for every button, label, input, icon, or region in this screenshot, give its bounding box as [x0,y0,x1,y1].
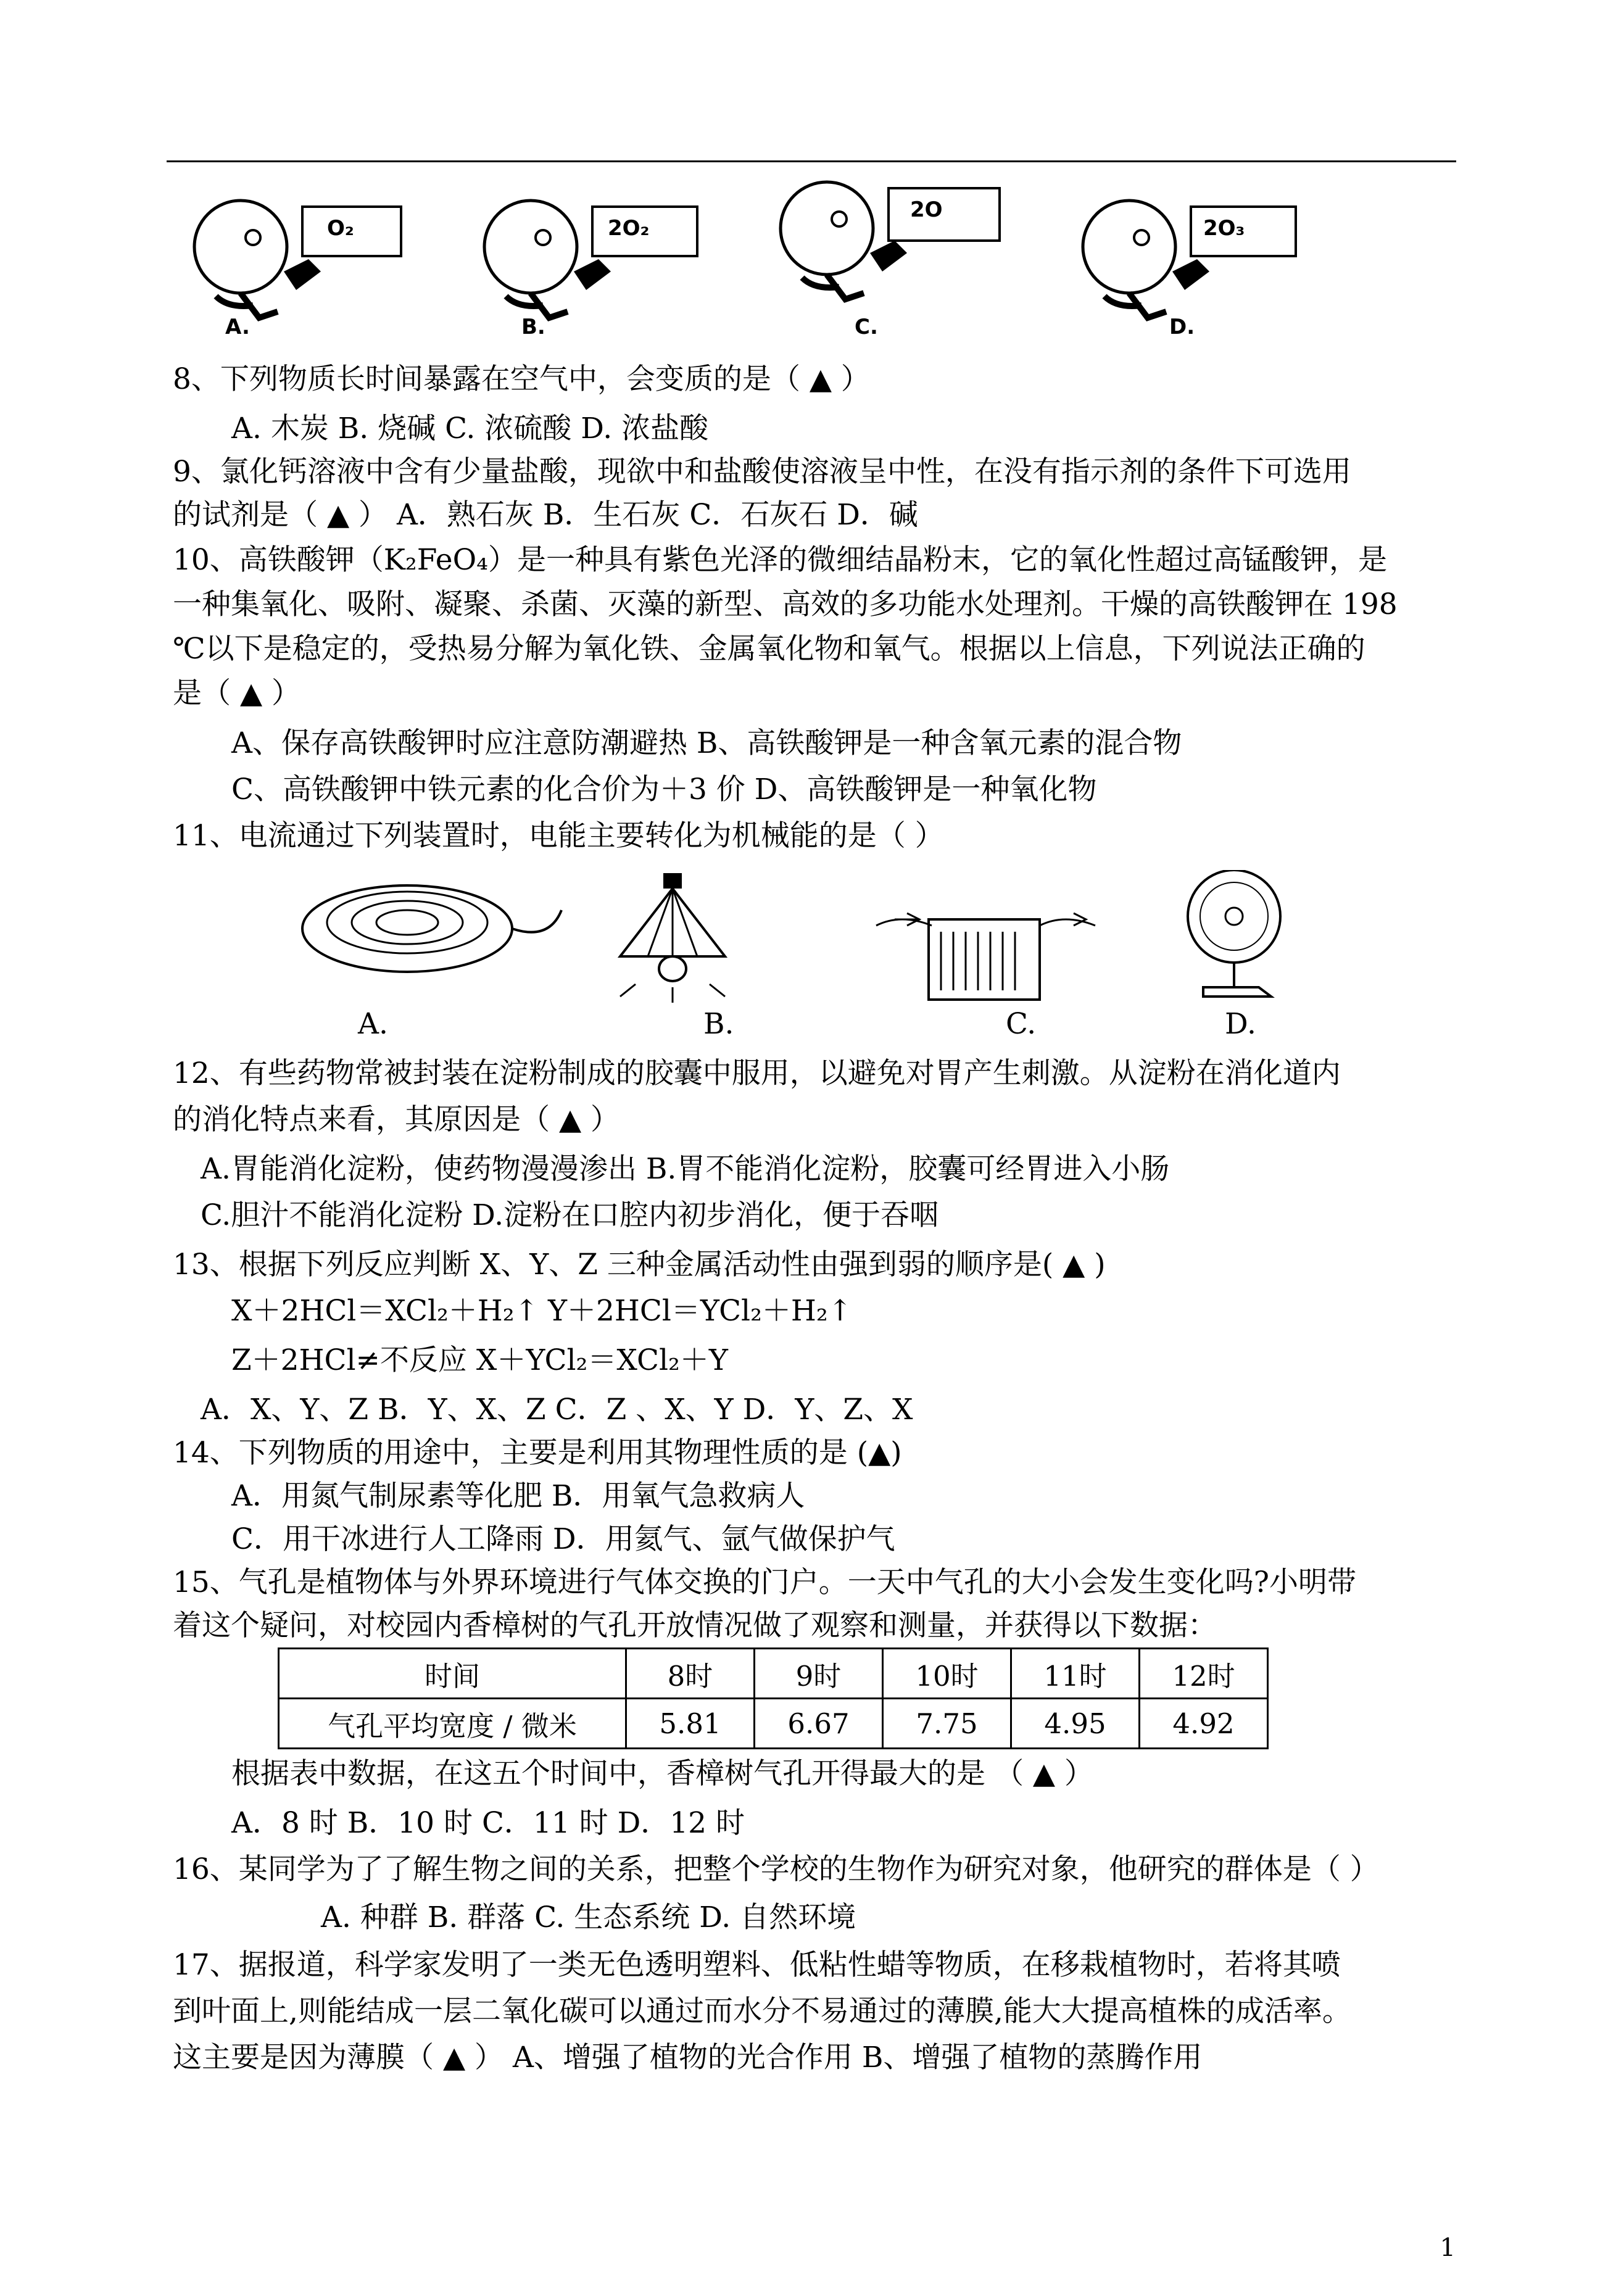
atom-figure-a [194,201,401,318]
question-15-line-1: 15、气孔是植物体与外界环境进行气体交换的门户。一天中气孔的大小会发生变化吗?小明带 [173,1565,1357,1599]
table-header-cell: 9时 [755,1649,883,1699]
question-14: 14、下列物质的用途中，主要是利用其物理性质的是 (▲) [173,1436,902,1470]
question-15-line-3: 根据表中数据，在这五个时间中，香樟树气孔开得最大的是 （ ▲ ） [231,1757,1093,1791]
fan-icon [1188,870,1280,997]
question-10-line-2: 一种集氧化、吸附、凝聚、杀菌、灭藻的新型、高效的多功能水处理剂。干燥的高铁酸钾在 198 [173,587,1398,621]
table-header-cell: 11时 [1011,1649,1140,1699]
table-header-row [279,1649,1268,1699]
header-rule [167,160,1456,162]
table-cell: 4.92 [1140,1699,1268,1749]
stomata-data-table [278,1647,1269,1749]
question-14-options-1: A．用氮气制尿素等化肥 B．用氧气急救病人 [231,1479,805,1513]
question-14-options-2: C．用干冰进行人工降雨 D．用氦气、氩气做保护气 [231,1522,895,1556]
device-caption-c: C. [1006,1007,1037,1041]
question-16-options: A. 种群 B. 群落 C. 生态系统 D. 自然环境 [321,1900,856,1934]
table-header-cell: 12时 [1140,1649,1268,1699]
table-cell: 5.81 [626,1699,755,1749]
question-17-line-3: 这主要是因为薄膜（ ▲ ） A、增强了植物的光合作用 B、增强了植物的蒸腾作用 [173,2041,1203,2074]
atom-box-label-b: 2O₂ [608,216,650,241]
table-row-label: 气孔平均宽度 / 微米 [279,1699,626,1749]
atom-box-label-a: O₂ [327,216,354,241]
question-10-line-3: ℃以下是稳定的，受热易分解为氧化铁、金属氧化物和氧气。根据以上信息，下列说法正确的 [173,632,1365,666]
atom-cartoon-icon [484,201,577,293]
question-10-line-4: 是（ ▲ ） [173,676,301,710]
question-13-reactions-2: Z＋2HCl≠不反应 X＋YCl₂＝XCl₂＋Y [231,1343,728,1377]
atom-caption-c: C. [855,315,878,339]
table-header-cell: 时间 [279,1649,626,1699]
table-cell: 7.75 [883,1699,1011,1749]
question-16: 16、某同学为了了解生物之间的关系，把整个学校的生物作为研究对象，他研究的群体是（ ） [173,1852,1379,1886]
atom-caption-a: A. [225,315,250,339]
atom-cartoon-icon [1083,201,1175,293]
question-11: 11、电流通过下列装置时，电能主要转化为机械能的是（ ） [173,819,944,853]
atom-caption-d: D. [1169,315,1195,339]
question-9-line-2: 的试剂是（ ▲ ） A．熟石灰 B．生石灰 C．石灰石 D．碱 [173,498,918,532]
question-15-options: A．8 时 B．10 时 C．11 时 D．12 时 [231,1806,745,1840]
question-8: 8、下列物质长时间暴露在空气中，会变质的是（ ▲ ） [173,362,870,396]
table-cell: 4.95 [1011,1699,1140,1749]
table-row [279,1699,1268,1749]
device-figures [296,870,1314,1006]
device-caption-a: A. [358,1007,388,1041]
question-12-options-2: C.胆汁不能消化淀粉 D.淀粉在口腔内初步消化，便于吞咽 [201,1198,939,1232]
question-10-line-1: 10、高铁酸钾（K₂FeO₄）是一种具有紫色光泽的微细结晶粉末，它的氧化性超过高锰酸钾，是 [173,543,1387,577]
question-13-reactions-1: X＋2HCl＝XCl₂＋H₂↑ Y＋2HCl＝YCl₂＋H₂↑ [231,1294,853,1328]
device-caption-d: D. [1225,1007,1256,1041]
question-17-line-2: 到叶面上,则能结成一层二氧化碳可以通过而水分不易通过的薄膜,能大大提高植株的成活率。 [173,1994,1351,2028]
hotplate-icon [302,885,561,972]
question-9-line-1: 9、氯化钙溶液中含有少量盐酸，现欲中和盐酸使溶液呈中性，在没有指示剂的条件下可选用 [173,455,1351,489]
atom-cartoon-icon [781,182,873,275]
page-number: 1 [1440,2234,1456,2262]
question-10-options-2: C、高铁酸钾中铁元素的化合价为＋3 价 D、高铁酸钾是一种氧化物 [231,773,1097,806]
atom-cartoon-icon [194,201,287,293]
question-15-line-2: 着这个疑问，对校园内香樟树的气孔开放情况做了观察和测量，并获得以下数据： [173,1609,1217,1643]
question-12-line-2: 的消化特点来看，其原因是（ ▲ ） [173,1103,620,1137]
battery-icon [876,913,1095,1000]
table-cell: 6.67 [755,1699,883,1749]
question-13: 13、根据下列反应判断 X、Y、Z 三种金属活动性由强到弱的顺序是( ▲ ) [173,1248,1106,1282]
table-header-cell: 8时 [626,1649,755,1699]
atom-box-label-d: 2O₃ [1203,216,1245,241]
question-17-line-1: 17、据报道，科学家发明了一类无色透明塑料、低粘性蜡等物质，在移栽植物时，若将其喷 [173,1948,1341,1982]
atom-box-label-c: 2O [910,197,943,222]
question-12-options-1: A.胃能消化淀粉，使药物漫漫渗出 B.胃不能消化淀粉，胶囊可经胃进入小肠 [201,1152,1170,1186]
atom-figure-b [484,201,697,318]
question-10-options-1: A、保存高铁酸钾时应注意防潮避热 B、高铁酸钾是一种含氧元素的混合物 [231,726,1182,760]
atom-caption-b: B. [521,315,545,339]
atom-figure-c [781,182,1000,299]
table-header-cell: 10时 [883,1649,1011,1699]
atom-figure-d [1083,201,1296,318]
question-8-options: A. 木炭 B. 烧碱 C. 浓硫酸 D. 浓盐酸 [231,412,709,446]
question-12-line-1: 12、有些药物常被封装在淀粉制成的胶囊中服用，以避免对胃产生刺激。从淀粉在消化道内 [173,1056,1341,1090]
atom-figures-svg [167,179,1401,346]
lamp-icon [620,873,725,1003]
device-caption-b: B. [703,1007,734,1041]
question-13-options: A．X、Y、Z B．Y、X、Z C．Z 、X、Y D．Y、Z、X [201,1393,913,1427]
